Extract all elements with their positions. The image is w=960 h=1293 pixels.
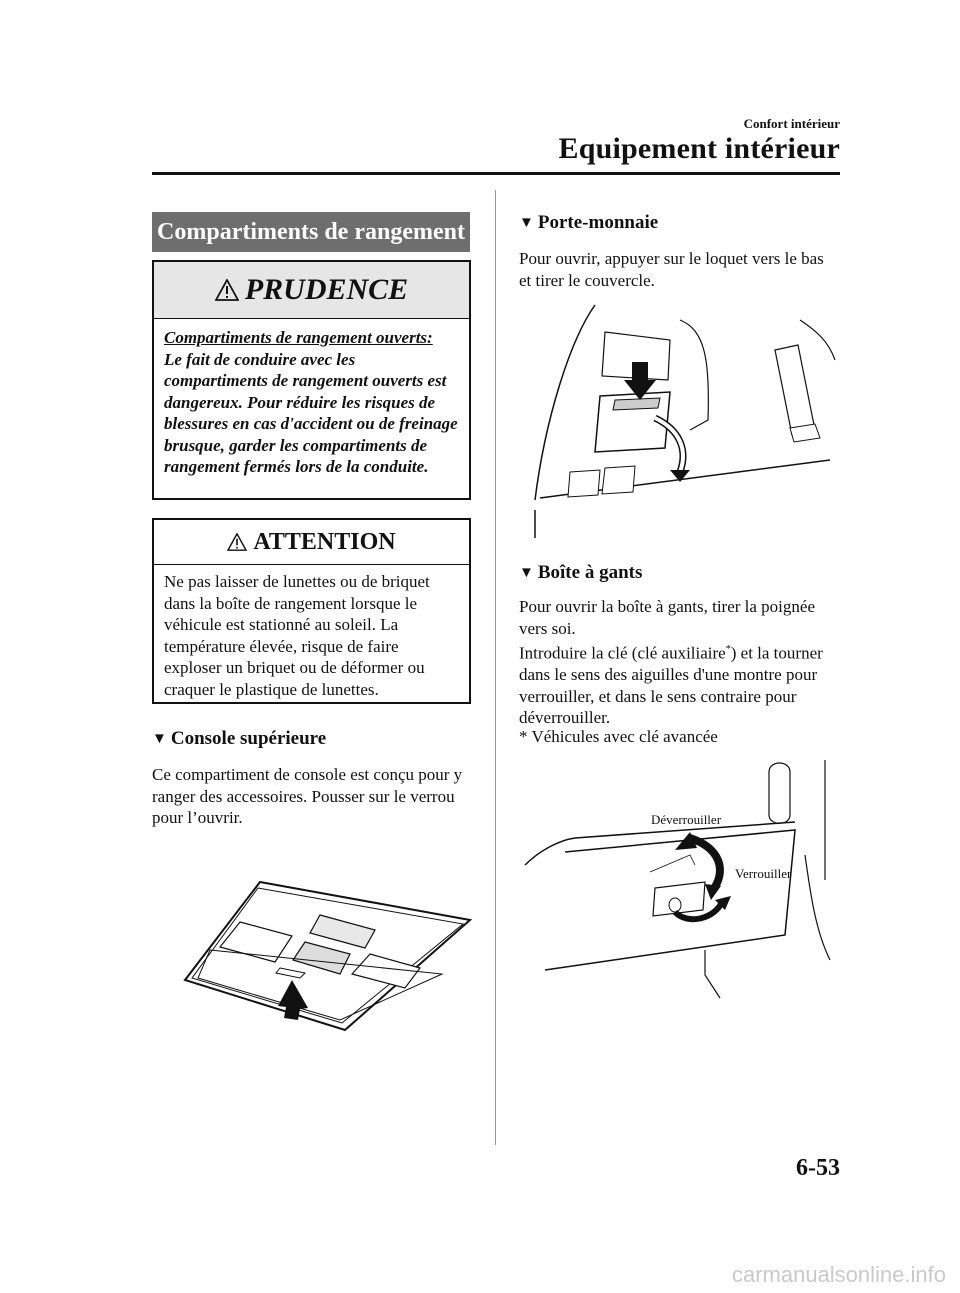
console-heading-text: Console supérieure — [170, 728, 327, 749]
glove-heading — [519, 562, 642, 584]
coin-box-illustration — [530, 300, 840, 540]
lock-label: Verrouiller — [735, 866, 792, 881]
coin-text: Pour ouvrir, appuyer sur le loquet vers le bas et tirer le couvercle. — [519, 249, 824, 290]
glove-text-open: Pour ouvrir la boîte à gants, tirer la poignée vers soi. — [519, 597, 815, 638]
warning-triangle-icon — [215, 279, 239, 301]
triangle-down-icon: ▼ — [152, 730, 167, 747]
chapter-label: Confort intérieur — [743, 116, 840, 131]
page-number: 6-53 — [796, 1155, 840, 1181]
warning-triangle-icon — [227, 533, 247, 551]
footnote: * Véhicules avec clé avancée — [519, 727, 718, 746]
glove-text-key-rest: ) et la tourner dans le sens des aiguilles d'une montre pour verrouiller, et dans le sens contraire pour déverrouiller. — [519, 643, 823, 728]
caution-body — [154, 319, 469, 478]
watermark: carmanualsonline.info — [731, 1262, 946, 1287]
footnote-marker: * — [725, 644, 731, 655]
glove-text — [519, 596, 839, 729]
caution-box — [152, 260, 471, 500]
column-divider — [495, 190, 496, 1145]
section-banner: Compartiments de rangement — [152, 212, 470, 252]
attention-text: Ne pas laisser de lunettes ou de briquet dans la boîte de rangement lorsque le véhicule est stationné au soleil. La température élevée, risque de faire exploser un briquet ou de déformer ou craquer le plastique de lunettes. — [164, 572, 430, 699]
console-text: Ce compartiment de console est conçu pour y ranger des accessoires. Pousser sur le verrou pour l’ouvrir. — [152, 765, 463, 827]
header-rule — [152, 172, 840, 175]
triangle-down-icon: ▼ — [519, 214, 534, 231]
unlock-label: Déverrouiller — [651, 812, 722, 827]
overhead-console-illustration — [180, 870, 480, 1040]
caution-subtitle: Compartiments de rangement ouverts: — [164, 328, 433, 347]
caution-header — [154, 262, 469, 319]
attention-header — [154, 520, 469, 565]
attention-box — [152, 518, 471, 704]
attention-title: ATTENTION — [253, 528, 396, 555]
glove-heading-text: Boîte à gants — [537, 562, 643, 583]
section-title: Equipement intérieur — [558, 132, 840, 165]
caution-text: Le fait de conduire avec les compartiments de rangement ouverts est dangereux. Pour réduire les risques de blessures en cas d'accident ou de freinage brusque, garder les compartiments de rangement fermés lors de la conduite. — [164, 349, 458, 476]
coin-heading — [519, 212, 658, 234]
triangle-down-icon: ▼ — [519, 564, 534, 581]
console-heading — [152, 728, 326, 750]
coin-heading-text: Porte-monnaie — [537, 212, 659, 233]
glove-text-key: Introduire la clé (clé auxiliaire — [519, 643, 726, 663]
caution-title: PRUDENCE — [244, 273, 409, 306]
